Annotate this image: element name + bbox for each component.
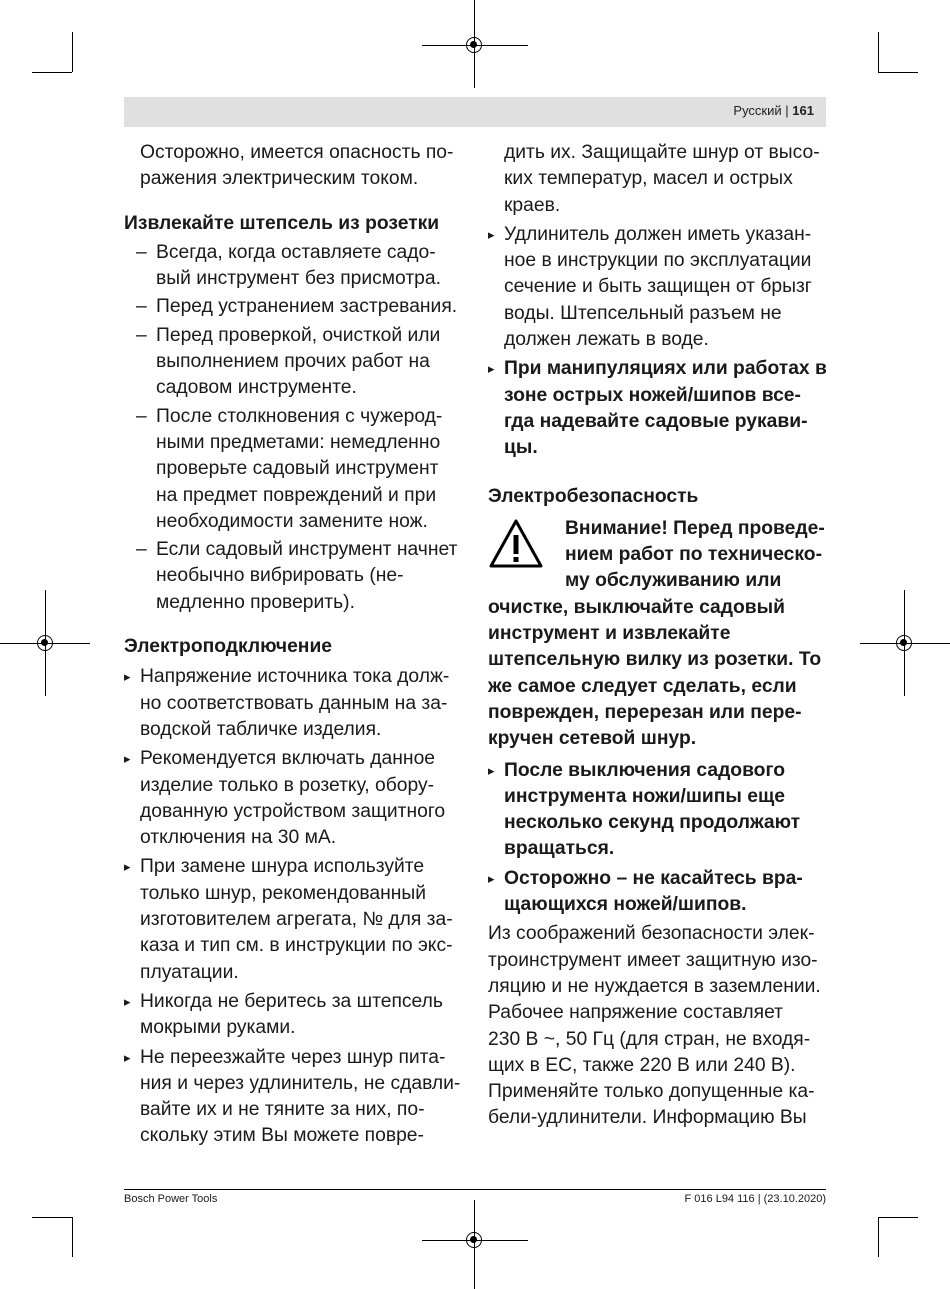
continuation-text: дить их. Защищайте шнур от высо- ких температур, масел и острых краев. — [504, 142, 820, 216]
bullet-triangle-icon: ▸ — [124, 1049, 131, 1065]
list-item: ▸ Рекомендуется включать данное изделие только в розетку, обору- дованную устройством защитного отключения на 30 мА. — [124, 748, 446, 849]
unplug-list — [124, 240, 464, 616]
list-item: – Перед устранением застревания. — [124, 294, 464, 320]
header-text — [733, 103, 814, 118]
registration-target-icon — [37, 635, 53, 651]
list-item: – После столкновения с чужерод- ными предметами: немедленно проверьте садовый инструмент на предмет повреждений и при необходимости замените нож. — [136, 405, 443, 532]
page-number: 161 — [792, 103, 814, 118]
dash-marker: – — [136, 296, 147, 318]
list-item: ▸ При замене шнура используйте только шнур, рекомендованный изготовителем агрегата, № для за- каза и тип см. в инструкции по экс- плуатации. — [124, 856, 453, 983]
bullet-triangle-icon: ▸ — [124, 859, 131, 875]
crop-mark — [32, 1217, 72, 1218]
registration-target-icon — [466, 1232, 482, 1248]
list-item: – Если садовый инструмент начнет необычно вибрировать (не- медленно проверить). — [136, 539, 458, 613]
list-item: ▸ После выключения садового инструмента ножи/шипы еще несколько секунд продолжают вращаться. — [488, 759, 801, 860]
crop-mark — [72, 1217, 73, 1257]
warning-text-indented: Внимание! Перед проведе- нием работ по техническо- му обслуживанию или — [565, 517, 825, 592]
warning-text: очистке, выключайте садовый инструмент и извлекайте штепсельную вилку из розетки. То же самое следует сделать, если поврежден, перерезан или пере- кручен сетевой шнур. — [488, 596, 822, 750]
warning-triangle-icon — [488, 518, 544, 570]
list-item: – Перед проверкой, очисткой или выполнением прочих работ на садовом инструменте. — [136, 324, 441, 399]
footer-rule — [124, 1189, 826, 1190]
crop-mark — [878, 1217, 918, 1218]
bullet-triangle-icon: ▸ — [488, 762, 495, 778]
crop-mark — [878, 72, 918, 73]
page-header — [124, 97, 826, 127]
footer-doc-id: F 016 L94 116 | (23.10.2020) — [684, 1193, 826, 1205]
crop-mark — [32, 72, 72, 73]
dash-marker: – — [136, 405, 147, 427]
list-item: ▸ При манипуляциях или работах в зоне острых ножей/шипов все- гда надевайте садовые рукави- цы. — [488, 358, 827, 459]
list-item: ▸ Не переезжайте через шнур пита- ния и через удлинитель, не сдавли- вайте их и не тяните за них, по- скольку этим Вы можете повре- — [124, 1046, 461, 1147]
intro-text: Осторожно, имеется опасность по- ражения электрическим током. — [140, 142, 454, 190]
bullet-triangle-icon: ▸ — [124, 751, 131, 767]
section-heading-connection: Электроподключение — [124, 636, 333, 658]
crop-mark — [878, 32, 879, 72]
dash-marker: – — [136, 324, 147, 346]
bullet-triangle-icon: ▸ — [124, 993, 131, 1009]
list-item: – Всегда, когда оставляете садо- вый инструмент без присмотра. — [136, 241, 441, 290]
left-column — [124, 140, 464, 1150]
list-item: ▸ Напряжение источника тока долж- но соответствовать данным на за- водской табличке изделия. — [124, 666, 450, 740]
registration-target-icon — [896, 635, 912, 651]
warning-block — [488, 516, 828, 753]
bullet-triangle-icon: ▸ — [124, 669, 131, 685]
list-item: ▸ Никогда не беритесь за штепсель мокрыми руками. — [124, 990, 443, 1039]
section-heading-safety: Электробезопасность — [488, 485, 699, 507]
list-item: ▸ Осторожно – не касайтесь вра- щающихся ножей/шипов. — [488, 867, 803, 916]
header-separator: | — [785, 103, 789, 118]
section-heading-unplug: Извлекайте штепсель из розетки — [124, 212, 440, 234]
header-language: Русский — [733, 103, 782, 118]
bullet-triangle-icon: ▸ — [488, 870, 495, 886]
footer-brand: Bosch Power Tools — [124, 1193, 218, 1205]
registration-target-icon — [466, 37, 482, 53]
right-column — [488, 140, 828, 1132]
closing-paragraph: Из соображений безопасности элек- троинструмент имеет защитную изо- ляцию и не нуждается в заземлении. Рабочее напряжение составляет 230 В ~, 50 Гц (для стран, не входя- щих в ЕС, также 220 В или 240 В). Применяйте только допущенные ка- бели-удлинители. Информацию Вы — [488, 923, 821, 1129]
bullet-triangle-icon: ▸ — [488, 361, 495, 377]
dash-marker: – — [136, 539, 147, 561]
crop-mark — [878, 1217, 879, 1257]
connection-list — [124, 664, 464, 1149]
bullet-triangle-icon: ▸ — [488, 226, 495, 242]
crop-mark — [72, 32, 73, 72]
dash-marker: – — [136, 241, 147, 263]
list-item: ▸ Удлинитель должен иметь указан- ное в инструкции по эксплуатации сечение и быть защищен от брызг воды. Штепсельный разъем не должен лежать в воде. — [488, 223, 812, 351]
